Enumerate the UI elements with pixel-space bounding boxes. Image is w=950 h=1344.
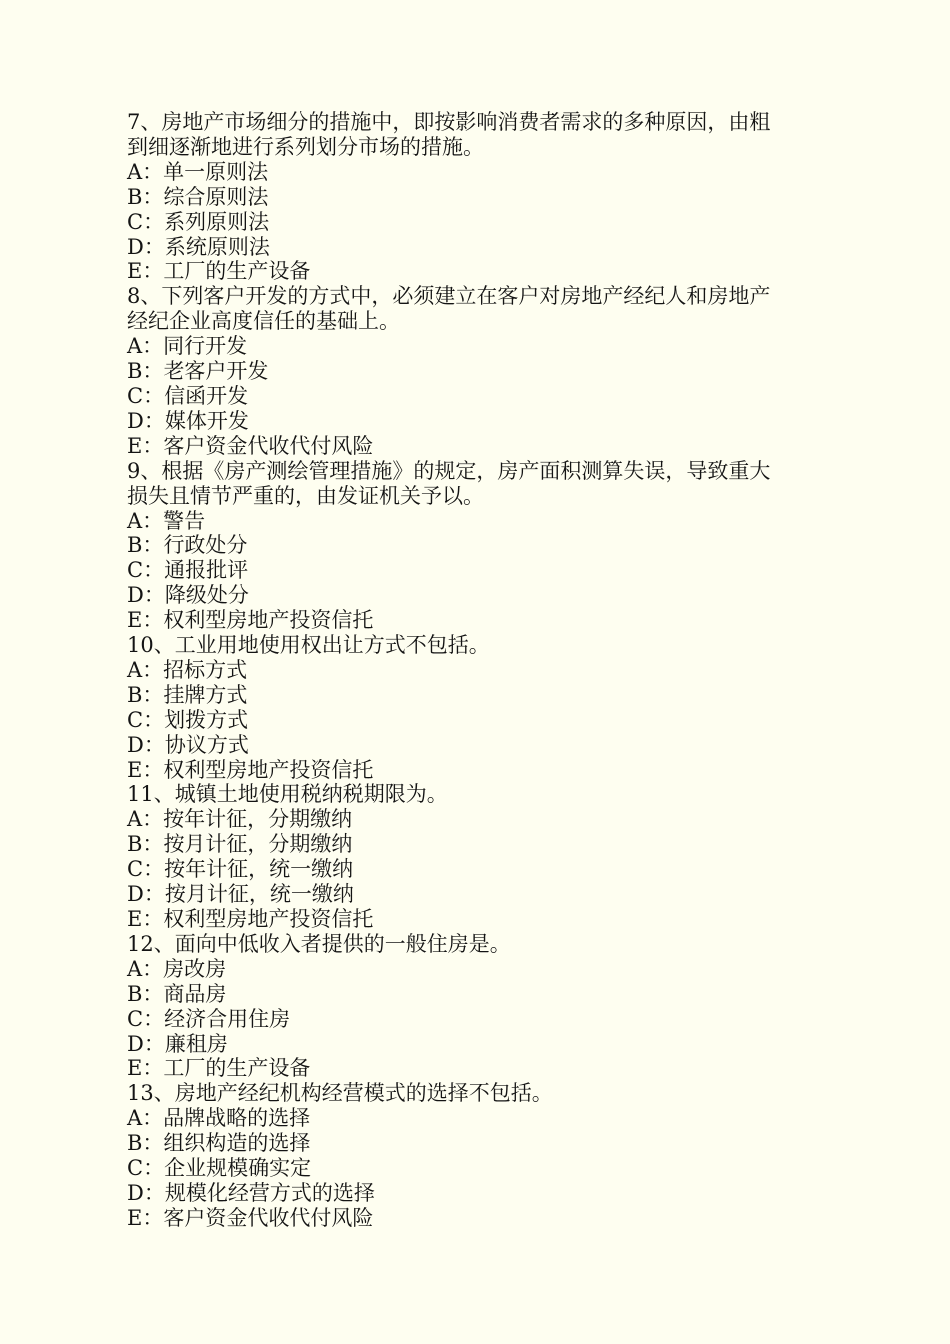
answer-option	[127, 334, 827, 359]
answer-option	[127, 533, 827, 558]
answer-option	[127, 832, 827, 857]
answer-option	[127, 1181, 827, 1206]
answer-option	[127, 384, 827, 409]
option-letter: C：	[127, 209, 165, 234]
answer-option	[127, 882, 827, 907]
option-letter: C：	[127, 1156, 165, 1181]
option-letter: C：	[127, 857, 165, 882]
answer-option	[127, 857, 827, 882]
option-text: 工厂的生产设备	[163, 1056, 311, 1081]
option-text: 同行开发	[163, 334, 248, 359]
option-text: 品牌战略的选择	[163, 1106, 311, 1131]
answer-option	[127, 259, 827, 284]
option-text: 客户资金代收代付风险	[163, 433, 374, 458]
answer-option	[127, 957, 827, 982]
answer-option	[127, 1131, 827, 1156]
option-text: 权利型房地产投资信托	[163, 608, 374, 633]
answer-option	[127, 1106, 827, 1131]
option-letter: A：	[127, 657, 164, 682]
answer-option	[127, 1156, 827, 1181]
answer-option	[127, 558, 827, 583]
option-letter: B：	[127, 184, 164, 209]
answer-option	[127, 683, 827, 708]
option-text: 组织构造的选择	[163, 1131, 311, 1156]
answer-option	[127, 1032, 827, 1057]
option-letter: D：	[127, 1031, 165, 1056]
question-block	[127, 633, 827, 782]
answer-option	[127, 608, 827, 633]
question-stem-line: 12、面向中低收入者提供的一般住房是。	[127, 931, 511, 956]
option-text: 按年计征，分期缴纳	[163, 807, 353, 832]
option-letter: E：	[127, 1056, 164, 1081]
option-letter: A：	[127, 1106, 164, 1131]
answer-option	[127, 583, 827, 608]
question-block	[127, 284, 827, 458]
question-stem-line: 7、房地产市场细分的措施中，即按影响消费者需求的多种原因，由粗	[127, 110, 771, 134]
answer-option	[127, 509, 827, 534]
option-letter: D：	[127, 882, 165, 907]
answer-option	[127, 907, 827, 932]
option-letter: B：	[127, 682, 164, 707]
option-text: 房改房	[163, 956, 227, 981]
answer-option	[127, 235, 827, 260]
answer-option	[127, 359, 827, 384]
option-text: 按月计征，分期缴纳	[163, 832, 353, 857]
answer-option	[127, 160, 827, 185]
option-text: 经济合用住房	[164, 1006, 291, 1031]
option-text: 信函开发	[164, 383, 249, 408]
option-letter: E：	[127, 433, 164, 458]
answer-option	[127, 1206, 827, 1231]
option-letter: E：	[127, 1205, 164, 1230]
option-letter: E：	[127, 608, 164, 633]
answer-option	[127, 409, 827, 434]
answer-option	[127, 733, 827, 758]
option-text: 挂牌方式	[163, 682, 248, 707]
option-letter: A：	[127, 956, 164, 981]
option-text: 按月计征，统一缴纳	[164, 882, 354, 907]
option-text: 警告	[163, 508, 206, 533]
question-stem-line: 经纪企业高度信任的基础上。	[127, 309, 400, 334]
answer-option	[127, 1056, 827, 1081]
option-text: 规模化经营方式的选择	[164, 1180, 375, 1205]
option-text: 综合原则法	[163, 184, 269, 209]
question-stem-line: 10、工业用地使用权出让方式不包括。	[127, 633, 490, 658]
question-stem-line: 13、房地产经纪机构经营模式的选择不包括。	[127, 1081, 553, 1106]
option-text: 通报批评	[164, 558, 249, 583]
option-letter: A：	[127, 159, 164, 184]
answer-option	[127, 758, 827, 783]
option-text: 廉租房	[164, 1031, 228, 1056]
option-letter: D：	[127, 234, 165, 259]
question-block	[127, 932, 827, 1081]
option-text: 老客户开发	[163, 359, 269, 384]
option-text: 协议方式	[164, 732, 249, 757]
option-letter: E：	[127, 757, 164, 782]
answer-option	[127, 708, 827, 733]
option-letter: E：	[127, 907, 164, 931]
question-block	[127, 1081, 827, 1230]
question-stem-line: 11、城镇土地使用税纳税期限为。	[127, 782, 448, 807]
option-text: 媒体开发	[164, 408, 249, 433]
option-text: 招标方式	[163, 657, 248, 682]
option-text: 客户资金代收代付风险	[163, 1205, 374, 1230]
option-letter: D：	[127, 583, 165, 608]
option-text: 系统原则法	[164, 234, 270, 259]
option-text: 企业规模确实定	[164, 1156, 312, 1181]
question-stem-line: 8、下列客户开发的方式中，必须建立在客户对房地产经纪人和房地产	[127, 284, 771, 309]
answer-option	[127, 982, 827, 1007]
option-letter: B：	[127, 533, 164, 558]
option-text: 降级处分	[164, 583, 249, 608]
option-text: 权利型房地产投资信托	[163, 907, 374, 931]
answer-option	[127, 1007, 827, 1032]
option-text: 划拨方式	[164, 707, 249, 732]
option-text: 权利型房地产投资信托	[163, 757, 374, 782]
option-letter: C：	[127, 383, 165, 408]
option-letter: A：	[127, 508, 164, 533]
option-text: 单一原则法	[163, 159, 269, 184]
option-letter: C：	[127, 707, 165, 732]
option-letter: B：	[127, 981, 164, 1006]
answer-option	[127, 658, 827, 683]
option-letter: B：	[127, 359, 164, 384]
question-block	[127, 110, 827, 284]
question-stem-line: 损失且情节严重的，由发证机关予以。	[127, 483, 484, 508]
option-letter: D：	[127, 732, 165, 757]
option-letter: B：	[127, 832, 164, 857]
option-letter: C：	[127, 1006, 165, 1031]
option-letter: A：	[127, 334, 164, 359]
answer-option	[127, 434, 827, 459]
question-block	[127, 459, 827, 633]
question-list	[127, 110, 827, 1231]
answer-option	[127, 185, 827, 210]
option-letter: E：	[127, 259, 164, 284]
question-stem-line: 到细逐渐地进行系列划分市场的措施。	[127, 134, 484, 159]
option-letter: B：	[127, 1131, 164, 1156]
option-letter: C：	[127, 558, 165, 583]
option-text: 工厂的生产设备	[163, 259, 311, 284]
option-text: 行政处分	[163, 533, 248, 558]
question-block	[127, 782, 827, 931]
question-stem-line: 9、根据《房产测绘管理措施》的规定，房产面积测算失误，导致重大	[127, 458, 771, 483]
option-text: 系列原则法	[164, 209, 270, 234]
option-letter: D：	[127, 408, 165, 433]
answer-option	[127, 210, 827, 235]
option-letter: A：	[127, 807, 164, 832]
answer-option	[127, 807, 827, 832]
option-text: 按年计征，统一缴纳	[164, 857, 354, 882]
option-text: 商品房	[163, 981, 227, 1006]
option-letter: D：	[127, 1180, 165, 1205]
